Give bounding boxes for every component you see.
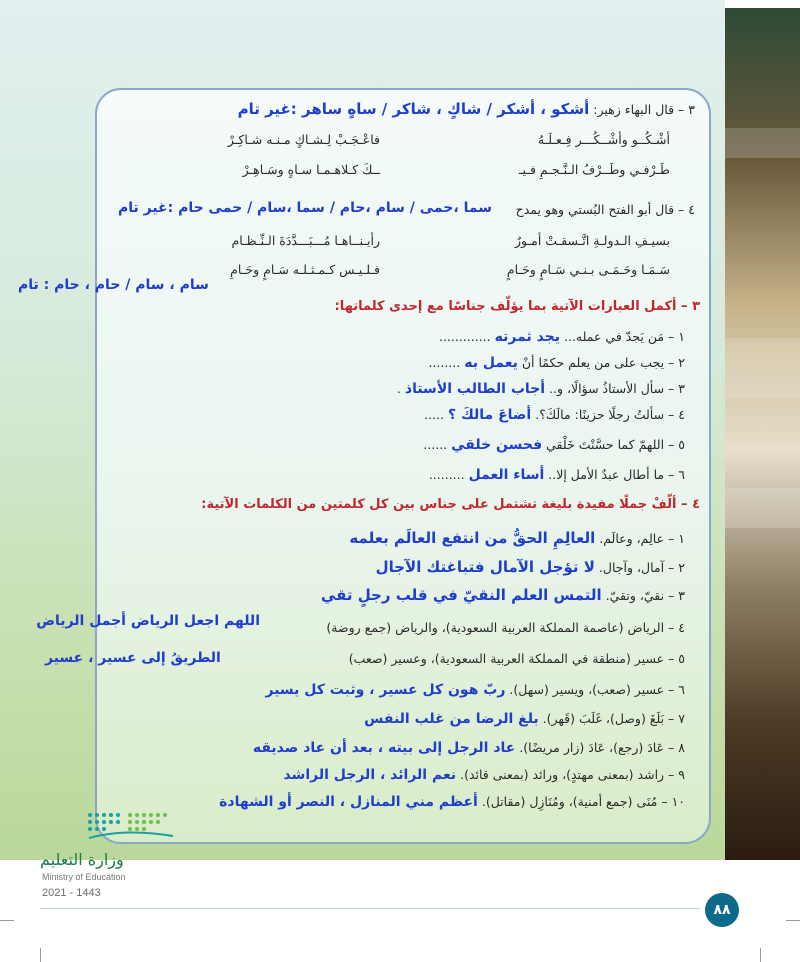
s4-item-8: ٨ – عَادَ (رجع)، عَادَ (زار مريضًا). عاد الرجل إلى بيته ، بعد أن عاد صديقه [252, 740, 685, 756]
s4-answer-4: اللهم اجعل الرياض أجمل الرياض [36, 613, 260, 629]
s3-item-6: ٦ – ما أطال عبدٌ الأمل إلا.. أساء العمل ......... [428, 467, 685, 483]
q4-answer: سما ،حمى / سام ،حام / سما ،سام / حمى حام :غير تام [117, 200, 492, 216]
ministry-logo-icon [85, 810, 180, 844]
s3-item-3: ٣ – سأل الأستاذُ سؤالًا، و.. أجاب الطالب الأستاذ . [396, 381, 685, 397]
s3-item-1: ١ – مَن يَجدّ في عمله... يجد ثمرته ............. [438, 329, 685, 345]
q3-poem-right-1: أشْـكُــو وأشْــكُـــر فِـعـلَـهُ [537, 132, 670, 147]
page-number: ٨٨ [705, 893, 739, 927]
s4-item-2: ٢ – آمال، وآجال. لا تؤجل الآمال فتباغتك الآجال [375, 558, 685, 576]
s3-answer-3: أجاب الطالب الأستاذ [404, 381, 546, 397]
s3-item-4: ٤ – سألتُ رجلًا حزينًا: مالَكَ؟. أضاعَ مالكَ ؟ ..... [424, 407, 685, 423]
s3-answer-2: يعمل به [464, 355, 518, 371]
q4-poem-right-1: بسيـفِ الـدولـةِ اتَّـسقـتْ أمـورٌ [515, 233, 670, 248]
s3-answer-5: فحسن خلقي [451, 437, 543, 453]
s4-answer-6: ربّ هون كل عسير ، وثبت كل يسير [265, 682, 506, 698]
s4-answer-8: عاد الرجل إلى بيته ، بعد أن عاد صديقه [252, 740, 516, 756]
s3-answer-1: يجد ثمرته [494, 329, 561, 345]
s4-item-7: ٧ – بَلَغَ (وصل)، غَلَبَ (قَهر). بلغ الرضا من غلب النفس [364, 711, 685, 727]
ministry-logo-arabic: وزارة التعليم [40, 850, 124, 869]
s4-item-6: ٦ – عسير (صعب)، ويسير (سهل). ربّ هون كل عسير ، وثبت كل يسير [265, 682, 685, 698]
s4-item-5: ٥ – عسير (منطقة في المملكة العربية السعودية)، وعسير (صعب) [348, 651, 685, 666]
s4-item-9: ٩ – راشد (بمعنى مهتدٍ)، ورائد (بمعنى قائد). نعم الرائد ، الرجل الراشد [283, 767, 685, 783]
q4-printed: ٤ – قال أبو الفتح البُستي وهو يمدح [515, 202, 695, 217]
ministry-logo-english: Ministry of Education [42, 872, 126, 882]
q3-printed: ٣ – قال البهاء زهير: [593, 102, 695, 117]
s4-answer-5: الطريقُ إلى عسير ، عسير [45, 650, 221, 666]
ministry-logo-year: 2021 - 1443 [42, 887, 101, 899]
q3-poem-left-1: فاعْـجَـبْ لِـشـاكٍ مـنـه شـاكِـرْ [227, 132, 380, 147]
s4-answer-10: أعظم مني المنازل ، النصر أو الشهادة [219, 794, 478, 810]
q3-poem-right-2: طَـرْفـي وطَــرْفُ الـنَّـجـمِ فـيـ [518, 162, 670, 177]
s4-item-3: ٣ – نقيّ، وتقيّ. التمس العلم النقيّ في قلب رجلٍ تقي [320, 586, 685, 604]
s4-answer-2: لا تؤجل الآمال فتباغتك الآجال [375, 558, 595, 576]
q4-poem-left-2: فـلـيـس كـمـثـلـه سَـامٍ وحَـامِ [230, 262, 380, 277]
s4-item-10: ١٠ – مُنَى (جمع أمنية)، ومُنَازِل (مقاتل). أعظم مني المنازل ، النصر أو الشهادة [219, 794, 685, 810]
section4-heading: ٤ – ألّفْ جملًا مفيدة بليغة تشتمل على جناس بين كل كلمتين من الكلمات الآتية: [201, 497, 700, 512]
q4-poem-right-2: سَـمَـا وحَـمَـى بـنـي سَـامٍ وحَـامٍ [506, 262, 670, 277]
side-photo [725, 8, 800, 860]
s4-answer-9: نعم الرائد ، الرجل الراشد [283, 767, 457, 783]
crop-mark [760, 948, 761, 962]
crop-mark [40, 948, 41, 962]
bottom-rule [40, 908, 700, 909]
q3-line [238, 100, 695, 118]
s3-answer-6: أساء العمل [468, 467, 545, 483]
s4-answer-3: التمس العلم النقيّ في قلب رجلٍ تقي [320, 586, 602, 604]
s4-item-1: ١ – عالِم، وعالَم. العالِمِ الحقُّ من انتفع العالَم بعلمه [349, 529, 685, 547]
s3-answer-4: أضاعَ مالكَ ؟ [448, 407, 532, 423]
q4-line [516, 202, 695, 217]
section3-heading: ٣ – أكمل العبارات الآتية بما يؤلّف جناسًا مع إحدى كلماتها: [334, 299, 700, 314]
s4-answer-7: بلغ الرضا من غلب النفس [364, 711, 539, 727]
s3-item-5: ٥ – اللهمّ كما حسَّنْتَ خَلْقي فحسن خلقي ...... [423, 437, 685, 453]
q4-answer-2: سام ، سام / حام ، حام : تام [18, 277, 209, 293]
q3-answer: أشكو ، أشكر / شاكٍ ، شاكر / ساهٍ ساهر :غير تام [237, 100, 590, 118]
s3-item-2: ٢ – يجب على من يعلم حكمًا أنْ يعمل به ........ [428, 355, 685, 371]
q4-poem-left-1: رأيـنــاهـا مُـــبَـــدَّدَةَ الـنِّـظـام [231, 233, 380, 248]
s4-answer-1: العالِمِ الحقُّ من انتفع العالَم بعلمه [349, 529, 596, 547]
crop-mark [0, 920, 14, 921]
s4-item-4: ٤ – الرياض (عاصمة المملكة العربية السعودية)، والرياض (جمع روضة) [326, 620, 685, 635]
ministry-logo [40, 810, 180, 899]
q3-poem-left-2: ــكَ كـلاهـمـا سـاهٍ وسَـاهِـرْ [242, 162, 380, 177]
crop-mark [786, 920, 800, 921]
